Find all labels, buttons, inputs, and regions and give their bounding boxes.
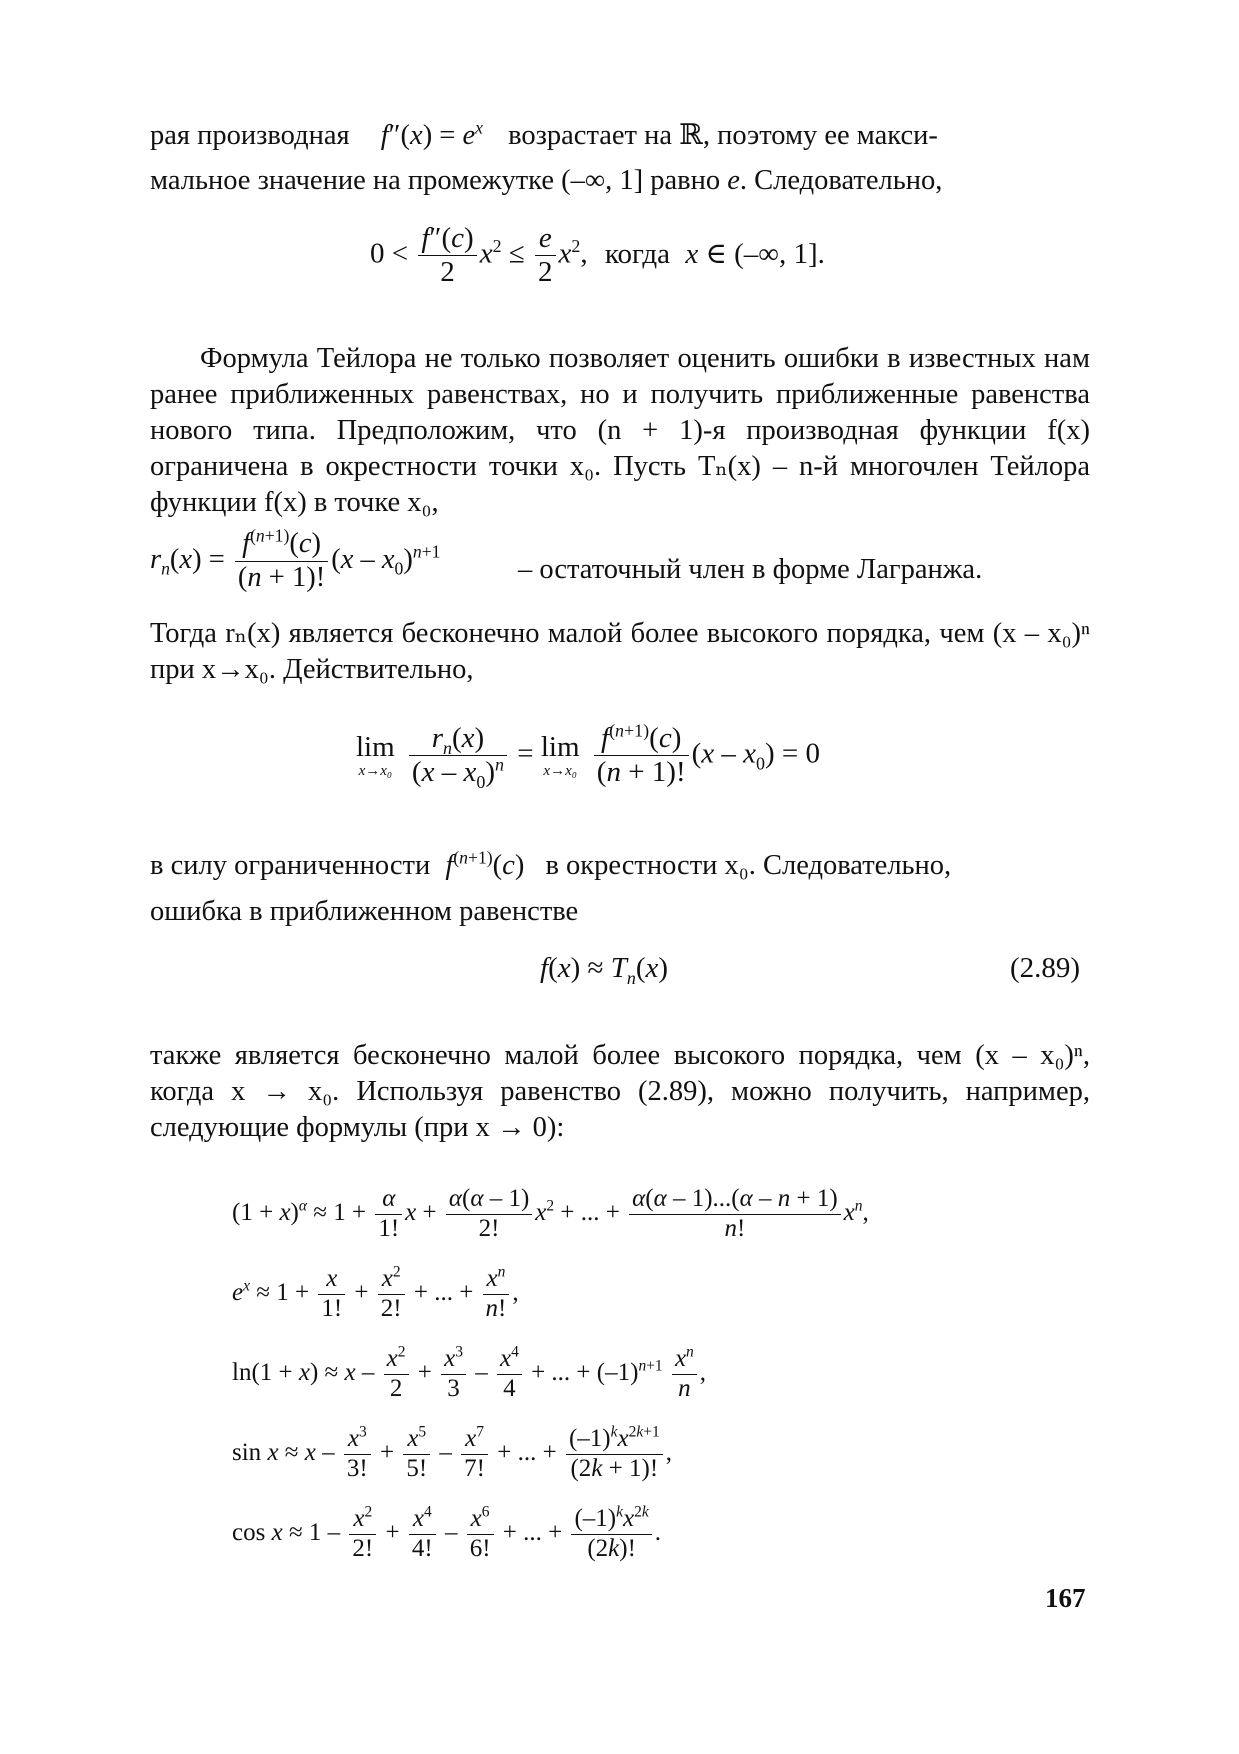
paragraph-1-line-2: мальное значение на промежутке (–∞, 1] равно e. Следовательно, — [150, 165, 943, 196]
cosine-series: cos x ≈ 1 – $\frac{x^2}{2!}$ + $\frac{x^4}{4!}$ – $\frac{x^6}{6!}$ + ... + $\frac{(-1)^kx^{2k}}{(2k)!}$ . — [232, 1503, 662, 1562]
binomial-series: $(1 + x)^\alpha \approx 1$ + $\frac{\alpha}{1!}$ x + $\frac{\alpha(\alpha - 1)}{2!}$ $x^2$ + ... + $\frac{\alpha(\alpha - 1)...(\alpha - n + 1)}{n!}$ $x^n$, — [232, 1185, 869, 1242]
logarithm-series: ln(1 + x) ≈ x – $\frac{x^2}{2}$ + $\frac{x^3}{3}$ – $\frac{x^4}{4}$ + ... + $(-1)^{n+1}$ $\frac{x^n}{n}$ , — [232, 1343, 707, 1402]
inequality-formula: 0 < $\frac{f''(c)}{2}$ $x^2$ ≤ $\frac{e}{2}$ $x^2$, когда x ∈ (–∞, 1]. — [370, 222, 825, 289]
remainder-formula-line: $r_n(x)$ = $\frac{f^{(n+1)}(c)}{(n + 1)!}$ $(x - x_0)^{n+1}$ – остаточный член в форме Лагранжа. — [150, 525, 983, 593]
limit-formula: lim x→x₀ $\frac{r_n(x)}{(x - x_0)^n}$ = lim x→x₀ $\frac{f^{(n+1)}(c)}{(n + 1)!}$ $(x - x_0) = 0$ — [356, 720, 821, 793]
paragraph-1: рая производная $f''(x) = e^x$ возрастает на ℝ, поэтому ее макси- — [150, 117, 938, 151]
equation-number: (2.89) — [1010, 952, 1081, 984]
paragraph-3: Тогда rₙ(x) является бесконечно малой более высокого порядка, чем (x – x₀)ⁿ при x→x₀. Действительно, — [150, 618, 1090, 685]
paragraph-4: в силу ограниченности $f^{(n+1)}(c)$ в окрестности x₀. Следовательно, — [150, 847, 952, 881]
paragraph-2: Формула Тейлора не только позволяет оценить ошибки в известных нам ранее приближенных равенствах, но и получить приближенные равенства нового типа. Предположим, что (n + 1)-я производная функции f(x) ограничена в окрестности точки x₀. Пусть Tₙ(x) – n-й многочлен Тейлора функции f(x) в точке x₀, — [150, 343, 1090, 518]
sine-series: sin x ≈ x – $\frac{x^3}{3!}$ + $\frac{x^5}{5!}$ – $\frac{x^7}{7!}$ + ... + $\frac{(-1)^kx^{2k+1}}{(2k + 1)!}$ , — [232, 1423, 672, 1482]
equation-2-89: $f(x) \approx T_n(x)$ — [540, 952, 669, 988]
paragraph-4-line-2: ошибка в приближенном равенстве — [150, 896, 579, 927]
page-number: 167 — [1045, 1583, 1086, 1613]
paragraph-5: также является бесконечно малой более высокого порядка, чем (x – x₀)ⁿ, когда x → x₀. Используя равенство (2.89), можно получить, например, следующие формулы (при x → 0): — [150, 1040, 1090, 1143]
exponential-series: $e^x \approx 1$ + $\frac{x}{1!}$ + $\frac{x^2}{2!}$ + ... + $\frac{x^n}{n!}$ , — [232, 1263, 519, 1322]
